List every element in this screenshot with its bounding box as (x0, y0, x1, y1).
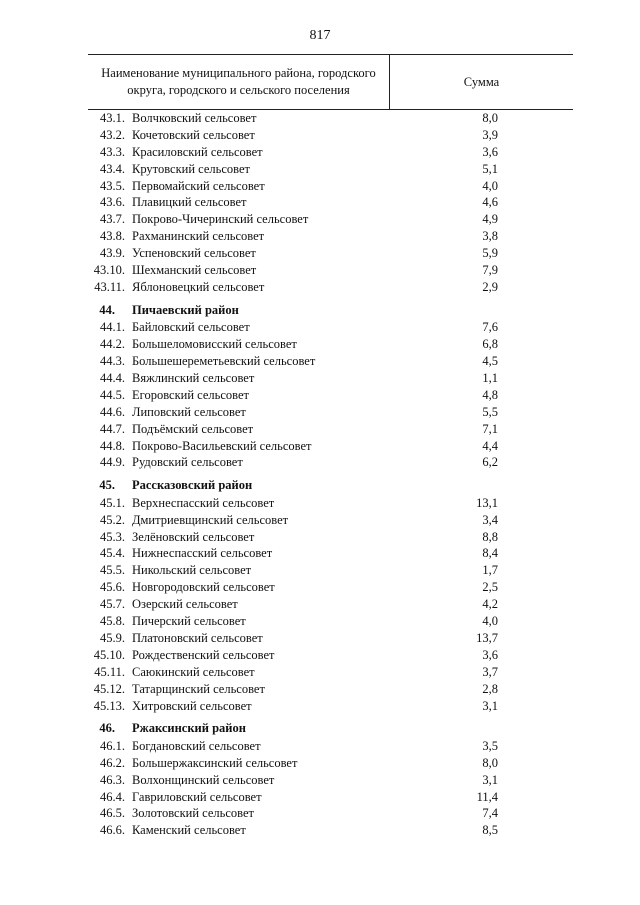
row-number: 44.6. (100, 404, 125, 419)
settlement-name: Татарщинский сельсовет (132, 681, 265, 696)
table-row (0, 822, 640, 839)
table-row (0, 110, 640, 127)
row-number: 43.7. (100, 212, 125, 227)
table-header (88, 54, 573, 110)
settlement-name: Липовский сельсовет (132, 404, 246, 419)
settlement-name: Большержаксинский сельсовет (132, 755, 298, 770)
table-row (0, 387, 640, 404)
sum-value: 3,8 (482, 229, 498, 244)
row-number: 43.10. (93, 263, 125, 278)
table-row (0, 579, 640, 596)
table-row (0, 805, 640, 822)
sum-value: 6,2 (482, 455, 498, 470)
settlement-name: Плавицкий сельсовет (132, 195, 247, 210)
row-number: 44.3. (100, 354, 125, 369)
table-row (0, 245, 640, 262)
row-number: 43.3. (100, 144, 125, 159)
row-number: 46. (99, 721, 115, 736)
sum-value: 13,7 (476, 630, 498, 645)
table-row (0, 454, 640, 471)
settlement-name: Озерский сельсовет (132, 597, 238, 612)
settlement-name: Крутовский сельсовет (132, 161, 250, 176)
sum-value: 2,5 (482, 580, 498, 595)
table-row (0, 127, 640, 144)
sum-value: 7,9 (482, 263, 498, 278)
table-row (0, 596, 640, 613)
settlement-name: Рудовский сельсовет (132, 455, 243, 470)
table-row (0, 772, 640, 789)
row-number: 44.4. (100, 370, 125, 385)
sum-value: 8,0 (482, 111, 498, 125)
row-number: 43.8. (100, 229, 125, 244)
sum-value: 4,9 (482, 212, 498, 227)
sum-value: 7,6 (482, 320, 498, 335)
table-row (0, 438, 640, 455)
table-row (0, 495, 640, 512)
table-row (0, 336, 640, 353)
table-row (0, 319, 640, 336)
sum-value: 1,1 (482, 370, 498, 385)
table-row (0, 421, 640, 438)
settlement-name: Рахманинский сельсовет (132, 229, 265, 244)
sum-value: 4,0 (482, 178, 498, 193)
settlement-name: Саюкинский сельсовет (132, 664, 255, 679)
table-row (0, 228, 640, 245)
row-number: 44.9. (100, 455, 125, 470)
row-number: 44.1. (100, 320, 125, 335)
settlement-name: Пичерский сельсовет (132, 614, 246, 629)
row-number: 44.2. (100, 337, 125, 352)
settlement-name: Подъёмский сельсовет (132, 421, 254, 436)
settlement-name: Покрово-Васильевский сельсовет (132, 438, 312, 453)
table-body (0, 110, 640, 839)
settlement-name: Верхнеспасский сельсовет (132, 495, 275, 510)
row-number: 43.5. (100, 178, 125, 193)
sum-value: 2,8 (482, 681, 498, 696)
settlement-name: Кочетовский сельсовет (132, 127, 255, 142)
row-number: 45.9. (100, 630, 125, 645)
settlement-name: Рождественский сельсовет (132, 647, 275, 662)
settlement-name: Нижнеспасский сельсовет (132, 546, 273, 561)
sum-value: 4,5 (482, 354, 498, 369)
row-number: 45.8. (100, 614, 125, 629)
table-row (0, 262, 640, 279)
row-number: 45.11. (94, 664, 125, 679)
table-row (0, 404, 640, 421)
sum-value: 4,4 (482, 438, 498, 453)
page-number: 817 (309, 28, 331, 43)
sum-value: 8,0 (482, 755, 498, 770)
table-row (0, 755, 640, 772)
row-number: 43.1. (100, 111, 125, 125)
sum-value: 2,9 (482, 279, 498, 294)
table-row (0, 194, 640, 211)
settlement-name: Гавриловский сельсовет (132, 789, 262, 804)
sum-value: 7,4 (482, 806, 498, 821)
settlement-name: Зелёновский сельсовет (132, 529, 255, 544)
table-row (0, 562, 640, 579)
settlement-name: Яблоновецкий сельсовет (132, 279, 265, 294)
row-number: 46.5. (100, 806, 125, 821)
row-number: 43.2. (100, 127, 125, 142)
table-row (0, 630, 640, 647)
table-row (0, 211, 640, 228)
sum-value: 3,6 (482, 647, 498, 662)
table-row (0, 647, 640, 664)
settlement-name: Золотовский сельсовет (132, 806, 254, 821)
table-row (0, 545, 640, 562)
sum-value: 13,1 (476, 495, 498, 510)
row-number: 45.1. (100, 495, 125, 510)
sum-value: 3,9 (482, 127, 498, 142)
settlement-name: Новгородовский сельсовет (132, 580, 275, 595)
district-heading-row (0, 720, 640, 738)
row-number: 43.6. (100, 195, 125, 210)
settlement-name: Вяжлинский сельсовет (132, 370, 255, 385)
settlement-name: Большешереметьевский сельсовет (132, 354, 316, 369)
row-number: 46.3. (100, 772, 125, 787)
sum-value: 5,9 (482, 246, 498, 261)
row-number: 45. (99, 478, 115, 493)
settlement-name: Успеновский сельсовет (132, 246, 256, 261)
row-number: 45.13. (93, 698, 125, 713)
district-name: Пичаевский район (132, 302, 239, 317)
header-sum-column: Сумма (463, 74, 500, 89)
sum-value: 1,7 (482, 563, 498, 578)
row-number: 44.8. (100, 438, 125, 453)
sum-value: 4,2 (482, 597, 498, 612)
settlement-name: Первомайский сельсовет (132, 178, 265, 193)
district-heading-row (0, 302, 640, 320)
row-number: 44. (99, 302, 115, 317)
table-row (0, 698, 640, 715)
district-name: Рассказовский район (132, 478, 253, 493)
sum-value: 3,1 (482, 698, 498, 713)
sum-value: 7,1 (482, 421, 498, 436)
settlement-name: Красиловский сельсовет (132, 144, 263, 159)
sum-value: 6,8 (482, 337, 498, 352)
row-number: 45.3. (100, 529, 125, 544)
settlement-name: Хитровский сельсовет (132, 698, 252, 713)
sum-value: 8,5 (482, 823, 498, 838)
settlement-name: Дмитриевщинский сельсовет (132, 512, 289, 527)
sum-value: 3,4 (482, 512, 498, 527)
sum-value: 5,5 (482, 404, 498, 419)
row-number: 45.5. (100, 563, 125, 578)
row-number: 45.2. (100, 512, 125, 527)
settlement-name: Каменский сельсовет (132, 823, 246, 838)
sum-value: 3,7 (482, 664, 498, 679)
settlement-name: Егоровский сельсовет (132, 387, 249, 402)
row-number: 46.4. (100, 789, 125, 804)
settlement-name: Никольский сельсовет (132, 563, 252, 578)
district-name: Ржаксинский район (132, 721, 246, 736)
row-number: 46.1. (100, 738, 125, 753)
table-row (0, 512, 640, 529)
settlement-name: Платоновский сельсовет (132, 630, 263, 645)
row-number: 43.4. (100, 161, 125, 176)
row-number: 45.6. (100, 580, 125, 595)
settlement-name: Волхонщинский сельсовет (132, 772, 275, 787)
table-row (0, 664, 640, 681)
row-number: 44.5. (100, 387, 125, 402)
header-name-column: Наименование муниципального района, городского округа, городского и сельского поселения (88, 55, 390, 109)
district-heading-row (0, 477, 640, 495)
sum-value: 8,4 (482, 546, 498, 561)
settlement-name: Богдановский сельсовет (132, 738, 261, 753)
table-row (0, 353, 640, 370)
sum-value: 3,6 (482, 144, 498, 159)
row-number: 43.9. (100, 246, 125, 261)
sum-value: 4,8 (482, 387, 498, 402)
settlement-name: Шехманский сельсовет (132, 263, 257, 278)
sum-value: 3,1 (482, 772, 498, 787)
settlement-name: Волчковский сельсовет (132, 111, 257, 125)
sum-value: 4,0 (482, 614, 498, 629)
table-row (0, 161, 640, 178)
table-row (0, 613, 640, 630)
row-number: 45.4. (100, 546, 125, 561)
table-row (0, 738, 640, 755)
row-number: 44.7. (100, 421, 125, 436)
settlement-name: Байловский сельсовет (132, 320, 250, 335)
row-number: 43.11. (94, 279, 125, 294)
settlement-name: Большеломовисский сельсовет (132, 337, 297, 352)
row-number: 45.7. (100, 597, 125, 612)
table-row (0, 789, 640, 806)
table-row (0, 529, 640, 546)
table-row (0, 144, 640, 161)
sum-value: 8,8 (482, 529, 498, 544)
row-number: 45.12. (93, 681, 125, 696)
table-row (0, 279, 640, 296)
sum-value: 5,1 (482, 161, 498, 176)
row-number: 46.2. (100, 755, 125, 770)
row-number: 45.10. (93, 647, 125, 662)
row-number: 46.6. (100, 823, 125, 838)
sum-value: 3,5 (482, 738, 498, 753)
sum-value: 4,6 (482, 195, 498, 210)
sum-value: 11,4 (476, 789, 498, 804)
table-row (0, 178, 640, 195)
settlement-name: Покрово-Чичеринский сельсовет (132, 212, 309, 227)
table-row (0, 370, 640, 387)
table-row (0, 681, 640, 698)
